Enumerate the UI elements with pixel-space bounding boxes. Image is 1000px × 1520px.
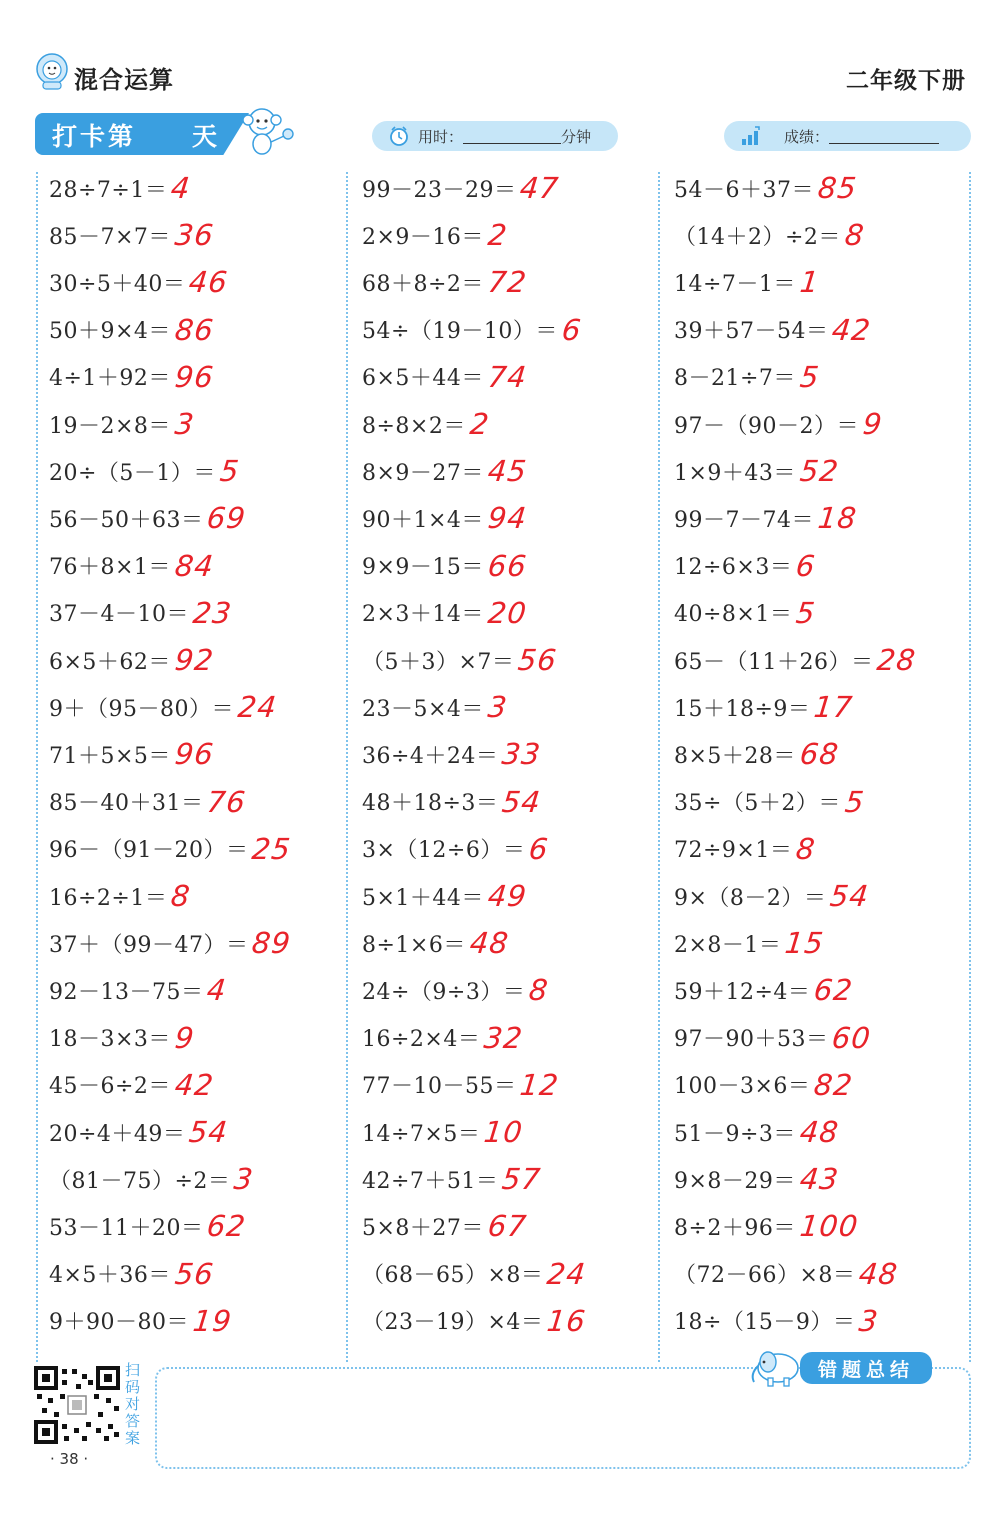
problem-expression: 53－11＋20＝ <box>49 1215 204 1241</box>
problem-row <box>49 215 214 255</box>
handwritten-answer: 54 <box>187 1115 231 1149</box>
problem-expression: 90＋1×4＝ <box>362 507 484 533</box>
problem-row <box>362 1254 589 1294</box>
handwritten-answer: 96 <box>173 737 216 772</box>
handwritten-answer: 2 <box>486 218 510 253</box>
problem-row <box>362 593 527 633</box>
handwritten-answer: 46 <box>187 265 231 300</box>
problem-expression: 36÷4＋24＝ <box>362 743 499 769</box>
problem-row <box>674 168 857 208</box>
problem-expression: 18÷（15－9）＝ <box>674 1310 856 1336</box>
problem-expression: 92－13－75＝ <box>49 979 204 1005</box>
problem-expression: 28÷7÷1＝ <box>49 177 168 203</box>
handwritten-answer: 48 <box>468 926 511 961</box>
problem-row <box>49 451 242 491</box>
problem-row <box>362 734 544 774</box>
column-divider-2 <box>658 172 660 1362</box>
problem-expression: 2×9－16＝ <box>362 224 484 250</box>
problem-expression: 85－7×7＝ <box>49 224 171 250</box>
qr-code-icon[interactable] <box>34 1366 120 1444</box>
handwritten-answer: 28 <box>875 643 919 677</box>
score-field <box>724 121 971 151</box>
problem-row <box>674 1018 874 1058</box>
handwritten-answer: 72 <box>486 265 529 300</box>
monkey-mascot-icon <box>238 104 296 158</box>
handwritten-answer: 6 <box>527 831 551 866</box>
handwritten-answer: 89 <box>250 926 294 961</box>
problem-expression: 9×（8－2）＝ <box>674 885 827 911</box>
problem-expression: 8×5＋28＝ <box>674 743 796 769</box>
handwritten-answer: 68 <box>798 737 841 772</box>
handwritten-answer: 20 <box>486 595 529 630</box>
handwritten-answer: 54 <box>828 879 872 913</box>
problem-expression: 37－4－10＝ <box>49 602 189 628</box>
problem-expression: （5＋3）×7＝ <box>362 649 515 675</box>
problem-row <box>674 593 816 633</box>
problem-expression: 56－50＋63＝ <box>49 507 204 533</box>
problem-row <box>362 782 544 822</box>
problem-row <box>362 923 509 963</box>
clock-icon <box>388 125 410 147</box>
problem-row <box>674 404 885 444</box>
problem-expression: 39＋57－54＝ <box>674 319 829 345</box>
handwritten-answer: 100 <box>798 1209 861 1244</box>
handwritten-answer: 42 <box>830 312 874 347</box>
problem-expression: 8÷1×6＝ <box>362 932 466 958</box>
problem-expression: 35÷（5＋2）＝ <box>674 791 841 817</box>
problem-expression: 3×（12÷6）＝ <box>362 838 526 864</box>
problem-row <box>49 923 294 963</box>
problem-expression: 45－6÷2＝ <box>49 1074 171 1100</box>
problem-expression: 50＋9×4＝ <box>49 319 171 345</box>
problem-expression: 5×1＋44＝ <box>362 885 484 911</box>
problem-expression: 9＋90－80＝ <box>49 1310 189 1336</box>
problem-row <box>362 168 562 208</box>
handwritten-answer: 10 <box>482 1115 526 1149</box>
problem-expression: 71＋5×5＝ <box>49 743 171 769</box>
problem-expression: 54÷（19－10）＝ <box>362 319 558 345</box>
problem-expression: 97－（90－2）＝ <box>674 413 859 439</box>
problem-row <box>674 1254 901 1294</box>
handwritten-answer: 32 <box>482 1020 526 1055</box>
handwritten-answer: 74 <box>486 359 529 394</box>
problem-row <box>362 1301 589 1341</box>
problem-row <box>362 262 527 302</box>
score-label: 成绩： <box>784 127 830 146</box>
problem-row <box>362 310 584 350</box>
handwritten-answer: 8 <box>527 973 551 1008</box>
qr-label: 扫码对答案 <box>125 1361 141 1447</box>
problem-row <box>49 1301 232 1341</box>
handwritten-answer: 36 <box>173 218 216 253</box>
checkin-label: 打卡第 <box>52 122 137 151</box>
problem-expression: 65－（11＋26）＝ <box>674 649 874 675</box>
bar-chart-icon <box>740 125 762 147</box>
problem-expression: 48＋18÷3＝ <box>362 791 499 817</box>
handwritten-answer: 19 <box>191 1303 234 1338</box>
handwritten-answer: 5 <box>798 359 822 394</box>
problem-row <box>362 640 560 680</box>
column-border-right <box>969 172 971 1362</box>
problem-row <box>362 687 510 727</box>
time-field <box>372 121 618 151</box>
problem-expression: （72－66）×8＝ <box>674 1263 856 1289</box>
problem-expression: 97－90＋53＝ <box>674 1027 829 1053</box>
problem-row <box>362 1065 562 1105</box>
handwritten-answer: 33 <box>500 737 544 772</box>
problem-expression: 40÷8×1＝ <box>674 602 793 628</box>
problem-row <box>674 923 827 963</box>
problem-row <box>49 687 277 727</box>
problem-row <box>674 262 822 302</box>
problem-expression: 8－21÷7＝ <box>674 366 796 392</box>
problem-expression: 23－5×4＝ <box>362 696 484 722</box>
problem-expression: 54－6＋37＝ <box>674 177 814 203</box>
problem-expression: 4÷1＋92＝ <box>49 366 171 392</box>
handwritten-answer: 67 <box>486 1209 529 1244</box>
problem-expression: 19－2×8＝ <box>49 413 171 439</box>
problem-row <box>674 215 867 255</box>
problem-row <box>674 782 867 822</box>
handwritten-answer: 16 <box>545 1303 589 1338</box>
handwritten-answer: 5 <box>843 784 867 819</box>
handwritten-answer: 4 <box>205 973 229 1008</box>
handwritten-answer: 60 <box>830 1020 874 1055</box>
problem-row <box>674 1065 856 1105</box>
page-number: · 38 · <box>50 1450 89 1468</box>
problem-expression: 5×8＋27＝ <box>362 1215 484 1241</box>
handwritten-answer: 8 <box>169 879 193 913</box>
handwritten-answer: 9 <box>861 407 885 441</box>
problem-expression: 16÷2÷1＝ <box>49 885 168 911</box>
problem-expression: 96－（91－20）＝ <box>49 838 249 864</box>
problem-expression: （68－65）×8＝ <box>362 1263 544 1289</box>
elephant-mascot-icon <box>748 1344 804 1388</box>
problem-expression: 51－9÷3＝ <box>674 1121 796 1147</box>
problem-expression: 85－40＋31＝ <box>49 791 204 817</box>
problem-row <box>362 829 549 869</box>
handwritten-answer: 48 <box>857 1256 901 1291</box>
handwritten-answer: 56 <box>516 643 560 677</box>
problem-row <box>49 168 191 208</box>
problem-expression: 68＋8÷2＝ <box>362 271 484 297</box>
problem-row <box>674 734 839 774</box>
problem-row <box>362 1159 544 1199</box>
problem-row <box>49 310 214 350</box>
handwritten-answer: 52 <box>798 454 841 489</box>
problem-row <box>674 310 874 350</box>
handwritten-answer: 45 <box>486 454 529 489</box>
problem-expression: （14＋2）÷2＝ <box>674 224 841 250</box>
problem-row <box>49 1254 214 1294</box>
time-input-line[interactable] <box>463 128 561 144</box>
problem-expression: 20÷4＋49＝ <box>49 1121 186 1147</box>
handwritten-answer: 8 <box>794 831 818 866</box>
problem-row <box>49 1112 231 1152</box>
problem-row <box>49 404 197 444</box>
problem-row <box>674 970 856 1010</box>
column-border-left <box>36 172 38 1362</box>
handwritten-answer: 86 <box>173 312 216 347</box>
problem-row <box>49 829 294 869</box>
problem-row <box>49 1206 249 1246</box>
handwritten-answer: 5 <box>218 454 242 489</box>
handwritten-answer: 3 <box>857 1303 881 1338</box>
handwritten-answer: 4 <box>169 171 193 205</box>
problem-row <box>674 640 919 680</box>
problem-expression: 24÷（9÷3）＝ <box>362 979 526 1005</box>
problem-row <box>362 1018 526 1058</box>
problem-row <box>674 876 872 916</box>
handwritten-answer: 66 <box>486 548 529 583</box>
handwritten-answer: 49 <box>486 879 529 913</box>
handwritten-answer: 85 <box>816 171 859 205</box>
handwritten-answer: 8 <box>843 218 867 253</box>
problem-expression: 4×5＋36＝ <box>49 1263 171 1289</box>
handwritten-answer: 94 <box>486 501 529 536</box>
checkin-day-suffix: 天 <box>192 122 218 151</box>
handwritten-answer: 15 <box>783 926 827 961</box>
handwritten-answer: 84 <box>173 548 216 583</box>
problem-expression: 72÷9×1＝ <box>674 838 793 864</box>
section-title: 混合运算 <box>74 66 174 94</box>
problem-expression: 99－7－74＝ <box>674 507 814 533</box>
problem-row <box>674 1301 879 1341</box>
problem-row <box>674 829 816 869</box>
handwritten-answer: 3 <box>173 407 197 441</box>
handwritten-answer: 43 <box>798 1162 841 1197</box>
problem-expression: 59＋12÷4＝ <box>674 979 811 1005</box>
problem-expression: 14÷7×5＝ <box>362 1121 481 1147</box>
handwritten-answer: 47 <box>518 171 562 205</box>
handwritten-answer: 62 <box>812 973 856 1008</box>
handwritten-answer: 5 <box>794 595 818 630</box>
score-input-line[interactable] <box>829 128 939 144</box>
handwritten-answer: 24 <box>545 1256 589 1291</box>
problem-row <box>49 357 214 397</box>
problem-expression: 100－3×6＝ <box>674 1074 811 1100</box>
handwritten-answer: 3 <box>486 690 510 725</box>
problem-row <box>49 734 214 774</box>
handwritten-answer: 96 <box>173 359 216 394</box>
problem-expression: 42÷7＋51＝ <box>362 1168 499 1194</box>
problem-row <box>362 215 510 255</box>
problem-expression: （23－19）×4＝ <box>362 1310 544 1336</box>
lion-mascot-icon <box>34 52 70 90</box>
problem-expression: 14÷7－1＝ <box>674 271 796 297</box>
problem-row <box>362 1112 526 1152</box>
problem-expression: 6×5＋44＝ <box>362 366 484 392</box>
problem-row <box>49 1159 254 1199</box>
problem-expression: 20÷（5－1）＝ <box>49 460 216 486</box>
problem-expression: 9×9－15＝ <box>362 555 484 581</box>
handwritten-answer: 12 <box>518 1067 562 1102</box>
problem-expression: 12÷6×3＝ <box>674 555 793 581</box>
problem-row <box>674 1206 861 1246</box>
problem-row <box>674 1112 839 1152</box>
problem-row <box>674 451 839 491</box>
handwritten-answer: 76 <box>205 784 249 819</box>
problem-row <box>362 970 549 1010</box>
problem-expression: 8×9－27＝ <box>362 460 484 486</box>
problem-row <box>362 498 527 538</box>
handwritten-answer: 6 <box>560 312 584 347</box>
handwritten-answer: 1 <box>798 265 822 300</box>
problem-row <box>674 498 857 538</box>
problem-row <box>49 876 191 916</box>
problem-expression: 30÷5＋40＝ <box>49 271 186 297</box>
problem-expression: 2×8－1＝ <box>674 932 782 958</box>
problem-expression: 8÷2＋96＝ <box>674 1215 796 1241</box>
handwritten-answer: 18 <box>816 501 859 536</box>
problem-expression: 6×5＋62＝ <box>49 649 171 675</box>
problem-row <box>362 451 527 491</box>
problem-row <box>49 546 214 586</box>
handwritten-answer: 23 <box>191 595 234 630</box>
problem-row <box>49 593 232 633</box>
handwritten-answer: 3 <box>232 1162 256 1197</box>
handwritten-answer: 25 <box>250 831 294 866</box>
handwritten-answer: 17 <box>812 690 856 725</box>
problem-row <box>49 1065 214 1105</box>
problem-row <box>49 262 231 302</box>
handwritten-answer: 82 <box>812 1067 856 1102</box>
problem-row <box>362 357 527 397</box>
problem-row <box>362 404 492 444</box>
handwritten-answer: 42 <box>173 1067 216 1102</box>
problem-row <box>674 357 822 397</box>
problem-expression: 1×9＋43＝ <box>674 460 796 486</box>
handwritten-answer: 9 <box>173 1020 197 1055</box>
problem-expression: 18－3×3＝ <box>49 1027 171 1053</box>
problem-expression: 9＋（95－80）＝ <box>49 696 234 722</box>
problem-row <box>49 782 249 822</box>
problem-expression: （81－75）÷2＝ <box>49 1168 231 1194</box>
problem-expression: 9×8－29＝ <box>674 1168 796 1194</box>
handwritten-answer: 69 <box>205 501 249 536</box>
handwritten-answer: 62 <box>205 1209 249 1244</box>
problem-row <box>49 1018 197 1058</box>
problem-expression: 99－23－29＝ <box>362 177 517 203</box>
problem-expression: 77－10－55＝ <box>362 1074 517 1100</box>
problem-row <box>49 498 249 538</box>
problem-row <box>674 687 856 727</box>
problem-row <box>674 1159 839 1199</box>
mistake-summary-label: 错题总结 <box>800 1352 932 1384</box>
handwritten-answer: 57 <box>500 1162 544 1197</box>
problem-row <box>362 1206 527 1246</box>
problem-expression: 16÷2×4＝ <box>362 1027 481 1053</box>
handwritten-answer: 6 <box>794 548 818 583</box>
grade-label: 二年级下册 <box>846 68 966 94</box>
handwritten-answer: 24 <box>236 690 279 725</box>
column-divider-1 <box>346 172 348 1362</box>
problem-expression: 37＋（99－47）＝ <box>49 932 249 958</box>
problem-expression: 2×3＋14＝ <box>362 602 484 628</box>
handwritten-answer: 56 <box>173 1256 216 1291</box>
time-unit: 分钟 <box>561 127 592 146</box>
problem-expression: 8÷8×2＝ <box>362 413 466 439</box>
problem-row <box>362 876 527 916</box>
problem-expression: 76＋8×1＝ <box>49 555 171 581</box>
problem-expression: 15＋18÷9＝ <box>674 696 811 722</box>
handwritten-answer: 92 <box>173 643 216 677</box>
problem-row <box>49 970 227 1010</box>
problem-row <box>49 640 214 680</box>
handwritten-answer: 54 <box>500 784 544 819</box>
problem-row <box>674 546 816 586</box>
problem-row <box>362 546 527 586</box>
time-label: 用时： <box>418 127 464 146</box>
handwritten-answer: 2 <box>468 407 492 441</box>
handwritten-answer: 48 <box>798 1115 841 1149</box>
